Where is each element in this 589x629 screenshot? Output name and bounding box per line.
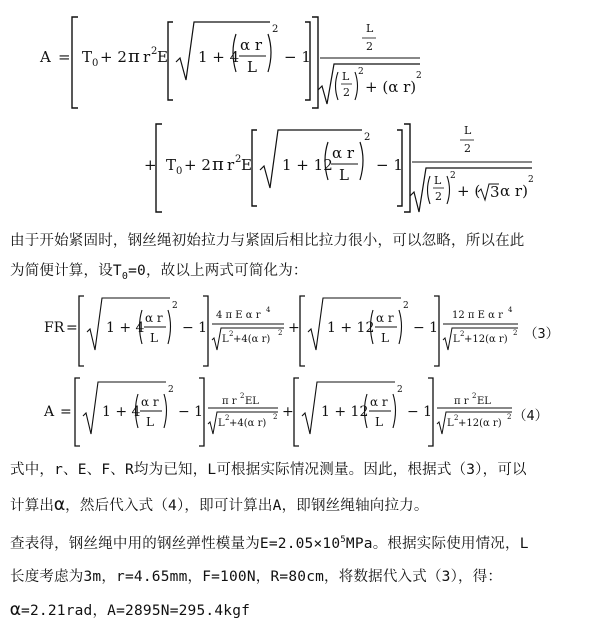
svg-text:2: 2 [358, 67, 364, 77]
svg-text:+4(α r): +4(α r) [233, 334, 271, 345]
svg-text:3: 3 [490, 183, 500, 201]
svg-text:1 + 12: 1 + 12 [327, 320, 375, 336]
svg-text:+ (: + ( [457, 182, 481, 200]
svg-text:2: 2 [364, 132, 371, 143]
svg-text:L: L [447, 418, 454, 429]
svg-text:E: E [241, 156, 252, 174]
svg-text:L: L [434, 174, 442, 187]
svg-text:2: 2 [464, 142, 471, 155]
svg-text:2: 2 [225, 414, 230, 422]
paragraph-2-line-1: 式中，r、E、F、R均为已知，L可根据实际情况测量。因此，根据式（3），可以 [10, 462, 527, 478]
svg-text:2: 2 [273, 413, 278, 421]
svg-text:0: 0 [176, 166, 183, 177]
svg-text:L: L [342, 70, 350, 83]
svg-text:π: π [128, 46, 140, 67]
svg-text:L: L [247, 58, 257, 76]
paragraph-1-line-2: 为简便计算，设$T_0=0$，故以上两式可简化为： [10, 263, 308, 282]
svg-text:α r): α r) [500, 182, 528, 200]
svg-text:L: L [150, 331, 158, 345]
equation-number-3: （3） [524, 326, 560, 342]
svg-text:L: L [366, 22, 374, 35]
svg-text:2: 2 [168, 385, 174, 395]
svg-text:L: L [375, 415, 383, 429]
svg-text:2: 2 [435, 190, 442, 203]
svg-text:α r: α r [376, 311, 394, 325]
svg-text:2: 2 [151, 46, 158, 57]
formula-lhs-a: A [40, 48, 51, 66]
svg-text:α r: α r [370, 395, 388, 409]
svg-text:r: r [143, 48, 151, 66]
svg-text:1 + 12: 1 + 12 [282, 156, 333, 174]
paragraph-2-line-2: 计算出α，然后代入式（4），即可计算出A，即钢丝绳轴向拉力。 [10, 494, 429, 515]
equation-number-4: （4） [513, 408, 549, 424]
svg-text:− 1: − 1 [376, 156, 403, 174]
svg-text:L: L [218, 418, 225, 429]
svg-text:=: = [66, 320, 78, 336]
svg-text:L: L [222, 334, 229, 345]
svg-text:2: 2 [403, 301, 409, 311]
svg-text:2: 2 [235, 154, 242, 165]
svg-text:π: π [212, 154, 224, 175]
svg-text:α r: α r [240, 36, 263, 54]
svg-text:L: L [464, 124, 472, 137]
svg-text:+12(α r): +12(α r) [458, 418, 502, 429]
svg-text:2: 2 [343, 86, 350, 99]
svg-text:+: + [144, 156, 157, 174]
formula-fr-eq3 [0, 290, 589, 370]
paragraph-3-line-2: 长度考虑为3m，r=4.65mm，F=100N，R=80cm，将数据代入式（3），得： [10, 569, 503, 585]
svg-text:− 1: − 1 [284, 48, 311, 66]
svg-text:L: L [453, 334, 460, 345]
svg-text:1 + 4: 1 + 4 [102, 404, 141, 420]
svg-text:=: = [60, 404, 72, 420]
result-line: α=2.21rad，A=2895N=295.4kgf [10, 599, 251, 620]
svg-text:+: + [288, 320, 300, 336]
paragraph-3-line-1: 查表得，钢丝绳中用的钢丝弹性模量为$E=2.05\times 10^5MPa$。根据实际使用情况，L [10, 535, 529, 552]
svg-text:α r: α r [141, 395, 159, 409]
svg-text:2: 2 [460, 330, 465, 338]
svg-text:2: 2 [454, 414, 459, 422]
svg-text:E: E [157, 48, 168, 66]
svg-text:− 1: − 1 [182, 320, 208, 336]
svg-text:2: 2 [366, 40, 373, 53]
svg-text:EL: EL [245, 396, 259, 407]
svg-text:− 1: − 1 [407, 404, 433, 420]
formula-a-term2 [0, 112, 589, 222]
svg-text:2: 2 [513, 329, 518, 337]
paragraph-1-line-1: 由于开始紧固时，钢丝绳初始拉力与紧固后相比拉力很小，可以忽略，所以在此 [10, 233, 525, 249]
svg-text:2: 2 [450, 171, 456, 181]
svg-text:2: 2 [472, 392, 477, 400]
svg-text:12 π E α r: 12 π E α r [452, 310, 503, 321]
svg-text:− 1: − 1 [178, 404, 204, 420]
svg-text:T: T [82, 48, 93, 66]
svg-text:+ 2: + 2 [100, 48, 127, 66]
svg-text:L: L [381, 331, 389, 345]
svg-text:1 + 4: 1 + 4 [106, 320, 145, 336]
svg-text:2: 2 [240, 392, 245, 400]
svg-text:− 1: − 1 [413, 320, 439, 336]
svg-text:4: 4 [508, 306, 513, 314]
svg-text:2: 2 [397, 385, 403, 395]
svg-text:2: 2 [172, 301, 178, 311]
svg-text:FR: FR [44, 320, 65, 336]
svg-text:A: A [44, 404, 55, 420]
svg-text:α r: α r [332, 144, 355, 162]
svg-text:4 π E α r: 4 π E α r [216, 310, 261, 321]
svg-text:4: 4 [266, 306, 271, 314]
svg-text:+ (α r): + (α r) [365, 78, 417, 96]
svg-text:2: 2 [229, 330, 234, 338]
svg-text:0: 0 [92, 58, 99, 69]
svg-text:1 + 4: 1 + 4 [198, 48, 240, 66]
svg-text:π r: π r [454, 396, 469, 407]
svg-text:2: 2 [272, 24, 279, 35]
svg-text:+ 2: + 2 [184, 156, 211, 174]
svg-text:=: = [58, 48, 71, 66]
svg-text:r: r [227, 156, 235, 174]
svg-text:L: L [146, 415, 154, 429]
formula-a-eq4 [0, 374, 589, 450]
svg-text:1 + 12: 1 + 12 [321, 404, 369, 420]
svg-text:2: 2 [528, 175, 534, 185]
svg-text:T: T [166, 156, 177, 174]
formula-a-term1 [0, 0, 589, 110]
svg-text:+4(α r): +4(α r) [229, 418, 267, 429]
svg-text:+12(α r): +12(α r) [464, 334, 508, 345]
svg-text:2: 2 [507, 413, 512, 421]
svg-text:2: 2 [278, 329, 283, 337]
svg-text:L: L [339, 166, 349, 184]
svg-text:π r: π r [222, 396, 237, 407]
svg-text:α r: α r [145, 311, 163, 325]
svg-text:EL: EL [477, 396, 491, 407]
svg-text:2: 2 [416, 71, 422, 81]
svg-text:+: + [282, 404, 294, 420]
